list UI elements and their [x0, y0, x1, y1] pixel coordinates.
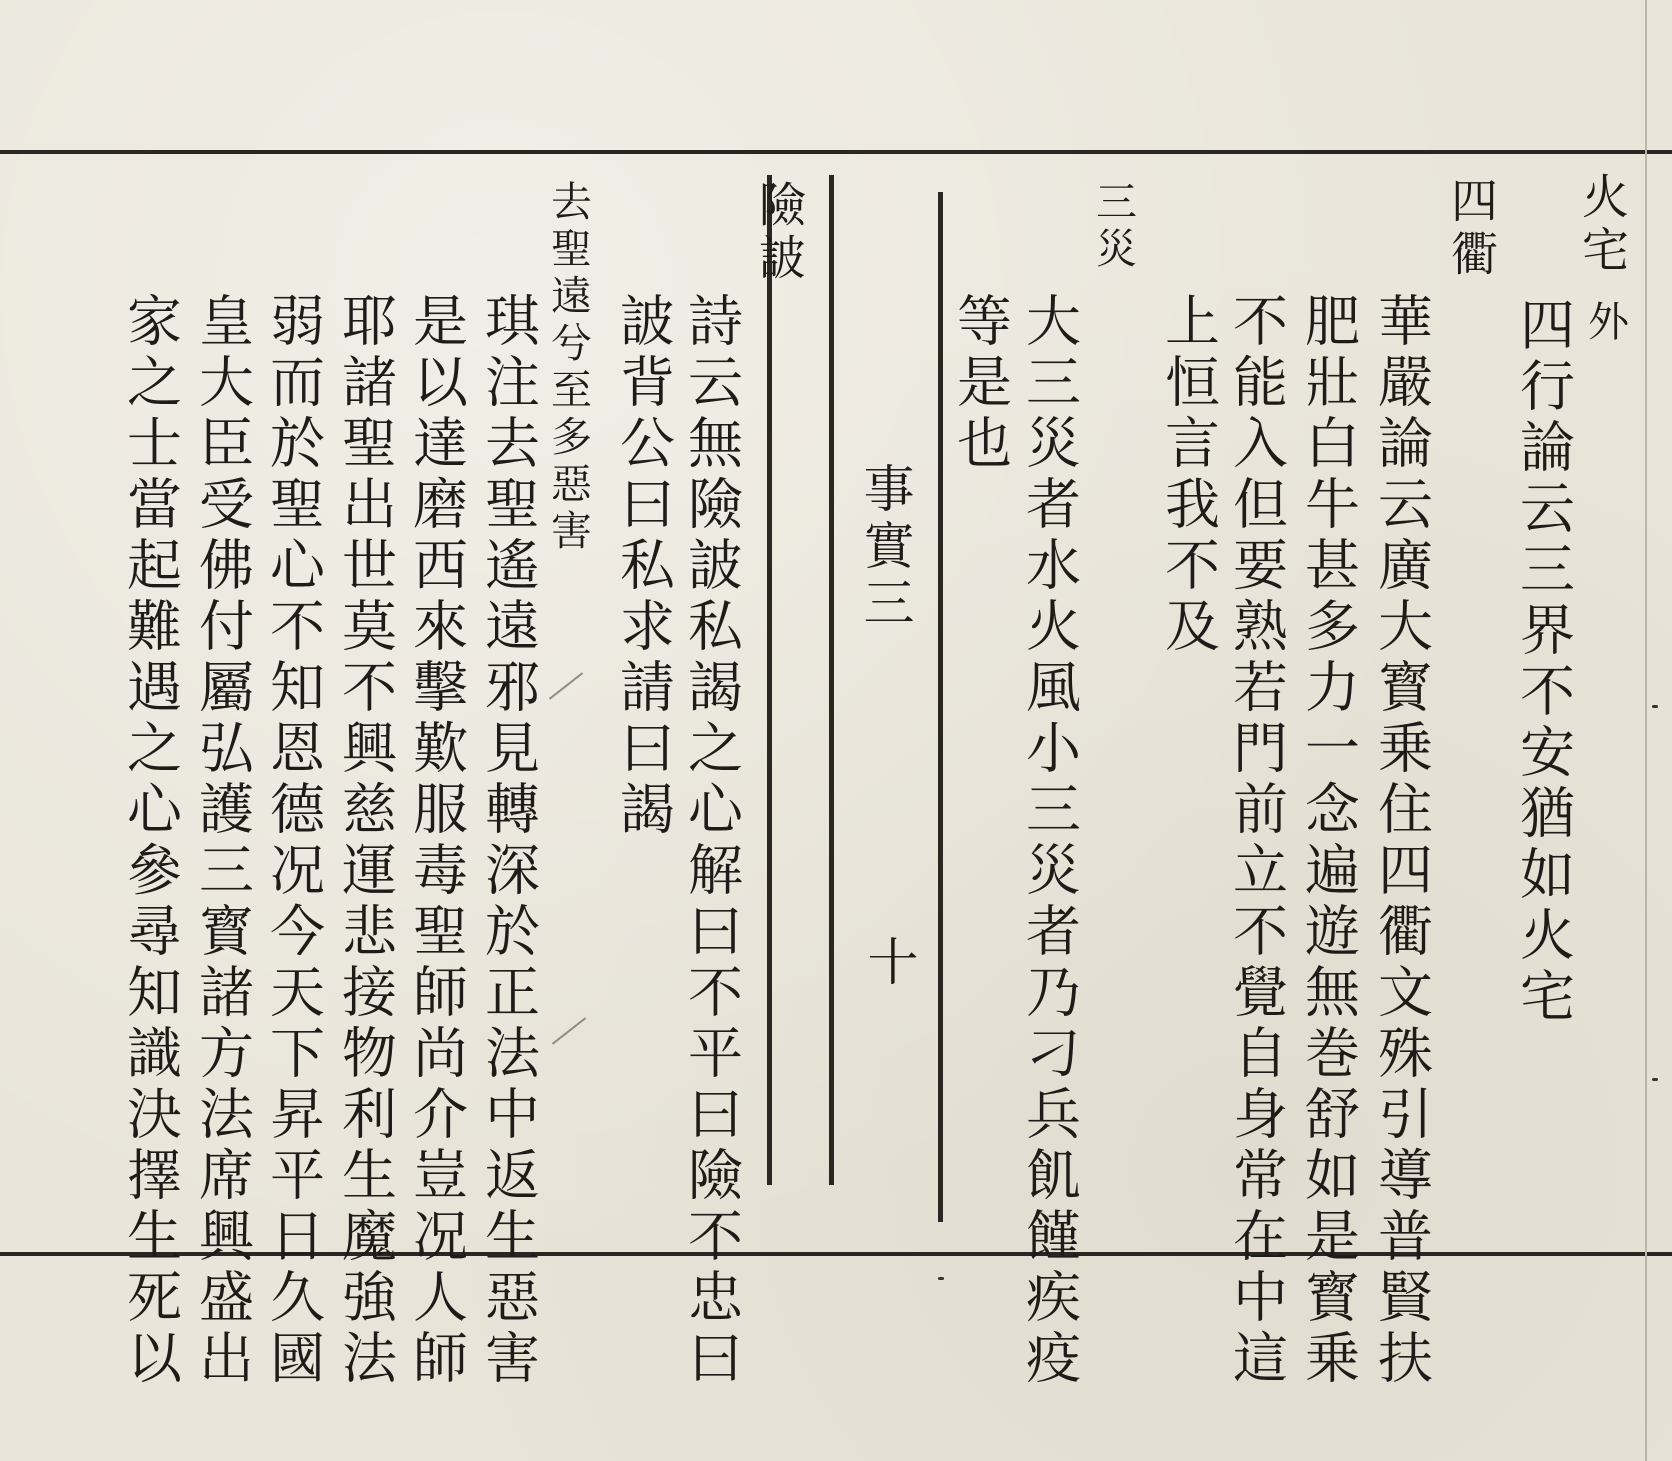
text-column: 肥壯白牛甚多力一念遍遊無巻舒如是寳乗 — [1296, 292, 1360, 1390]
text-column: 上恒言我不及 — [1156, 292, 1220, 658]
fold-line-left — [767, 175, 772, 1185]
text-column: 不能入但要熟若門前立不覺自身常在中這 — [1224, 292, 1288, 1390]
ink-stroke-mark — [549, 672, 583, 699]
text-column: 琪注去聖遙遠邪見轉深於正法中返生惡害 — [476, 292, 540, 1390]
text-column: 皇大臣受佛付屬弘護三寳諸方法席興盛出 — [190, 292, 254, 1390]
ink-stroke-mark — [552, 1017, 586, 1044]
heading-xianbi: 險詖 — [751, 180, 806, 286]
paper-speck — [1652, 1078, 1658, 1081]
text-column: 弱而於聖心不知恩德况今天下昇平日久國 — [261, 292, 325, 1390]
heading-sanzai: 三災 — [1089, 180, 1137, 274]
text-column: 華嚴論云廣大寳乗住四衢文殊引導普賢扶 — [1369, 292, 1433, 1390]
heading-qushengyuan: 去聖遠兮至多惡害 — [544, 180, 592, 556]
fold-line-middle — [829, 175, 834, 1185]
text-column: 耶諸聖出世莫不興慈運悲接物利生魔強法 — [333, 292, 397, 1390]
top-border-rule — [0, 150, 1672, 154]
text-column: 等是也 — [948, 292, 1012, 475]
paper-speck — [1652, 705, 1658, 708]
text-column: 詖背公曰私求請曰謁 — [611, 292, 675, 841]
fold-line-right — [938, 192, 943, 1222]
text-column: 是以達磨西來擊歎服毒聖師尚介豈况人師 — [404, 292, 468, 1390]
paper-speck — [938, 1277, 944, 1280]
text-column: 四行論云三界不安猶如火宅 — [1511, 296, 1575, 1028]
center-column-folio: 十 — [858, 935, 917, 992]
right-page-edge — [1645, 0, 1647, 1461]
text-column: 大三災者水火風小三災者乃刁兵飢饉疾疫 — [1017, 292, 1081, 1390]
center-column-title: 事實三 — [854, 462, 913, 633]
text-column: 詩云無險詖私謁之心解曰不平曰險不忠曰 — [679, 292, 743, 1390]
note-wai: 外 — [1581, 300, 1629, 347]
heading-huozhai: 火宅 — [1574, 172, 1629, 278]
text-column: 家之士當起難遇之心參尋知識決擇生死以 — [118, 292, 182, 1390]
heading-siqu: 四衢 — [1443, 176, 1498, 282]
